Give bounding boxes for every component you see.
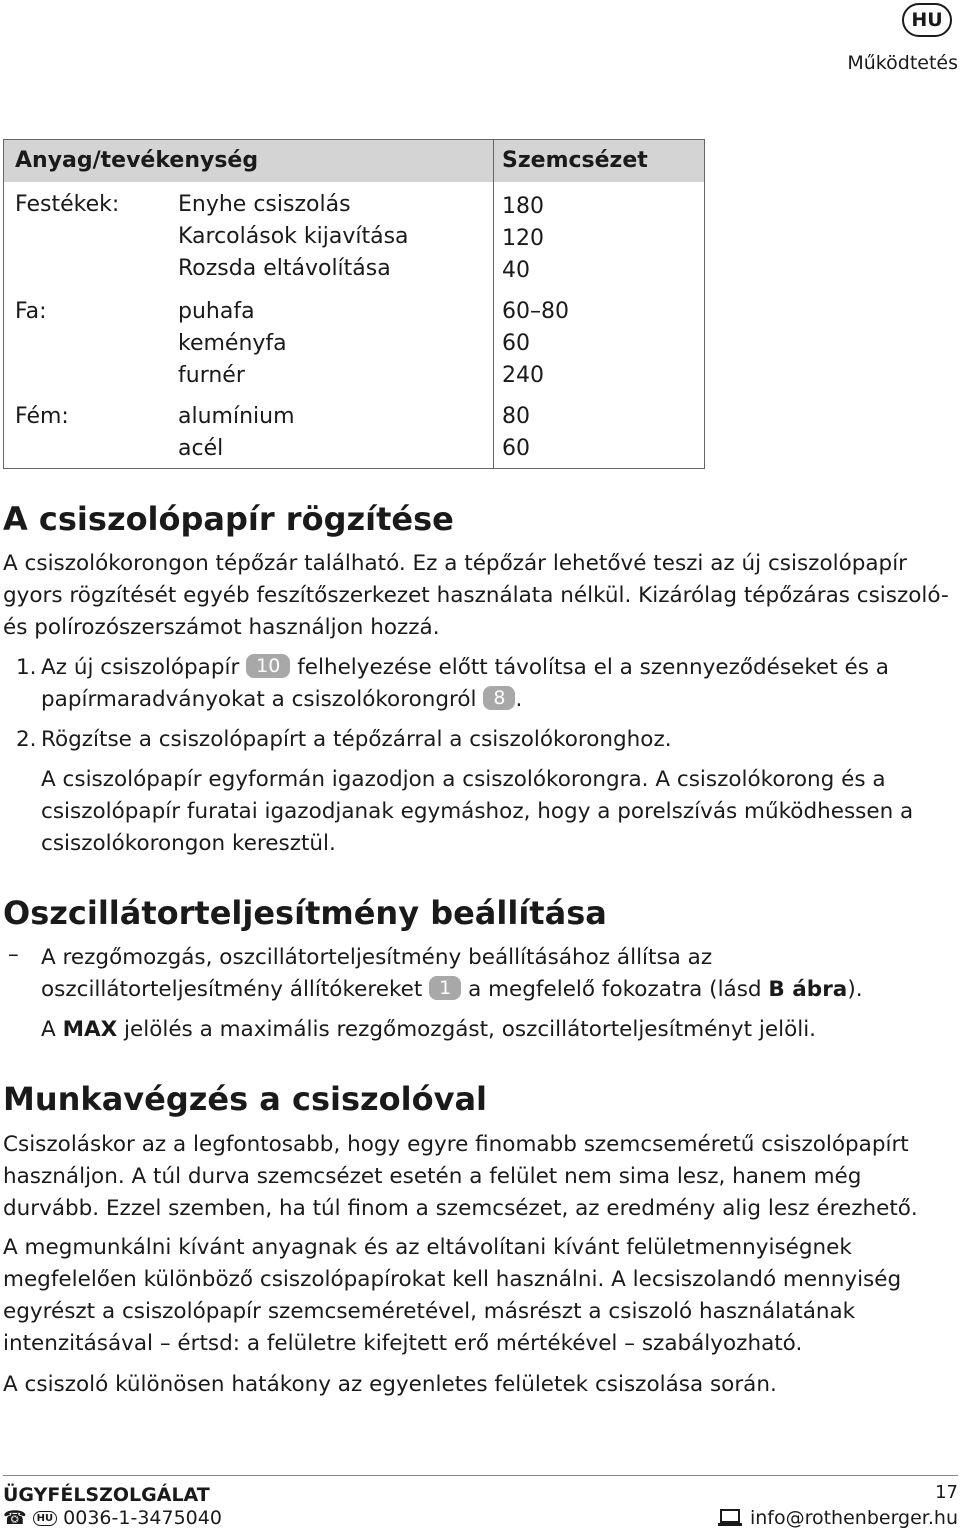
phone-number: 0036-1-3475040	[63, 1507, 222, 1529]
language-badge-text: HU	[911, 9, 943, 31]
grit-value: 60–80	[502, 299, 569, 324]
grit-value: 60	[502, 436, 530, 461]
step-text-part: .	[515, 687, 523, 712]
attach-intro: A csiszolókorongon tépőzár található. Ez a tépőzár lehetővé teszi az új csiszolópapír gyors rögzítését egyéb feszítőszerkezet használata nélkül. Kizárólag tépőzáras csiszoló- és polírozószerszámot használjon hozzá.	[3, 551, 949, 640]
grit-value: 240	[502, 363, 544, 388]
step-1	[16, 652, 956, 716]
row-item: acél	[178, 436, 224, 461]
language-badge	[902, 3, 952, 37]
row-item: Karcolások kijavítása	[178, 224, 409, 249]
step-number: 1.	[16, 655, 37, 680]
row-category: Fa:	[15, 299, 47, 324]
grit-value: 180	[502, 194, 544, 219]
grit-value: 80	[502, 404, 530, 429]
row-item: Enyhe csiszolás	[178, 192, 351, 217]
oscillation-note	[41, 1014, 956, 1046]
row-category: Fém:	[15, 404, 69, 429]
section-title-attach: A csiszolópapír rögzítése	[3, 500, 454, 538]
step-number: 2.	[16, 727, 37, 752]
grit-value: 40	[502, 258, 530, 283]
footer-divider	[3, 1475, 958, 1476]
row-item: Rozsda eltávolítása	[178, 256, 391, 281]
row-grits	[502, 191, 544, 287]
step-text: Rögzítse a csiszolópapírt a tépőzárral a csiszolókoronghoz.	[41, 727, 672, 752]
row-items	[178, 401, 295, 465]
section-title-working: Munkavégzés a csiszolóval	[3, 1080, 488, 1118]
step-text	[41, 652, 956, 716]
grit-table	[3, 139, 705, 469]
email-address: info@rothenberger.hu	[749, 1507, 958, 1529]
header-grit: Szemcsézet	[502, 148, 648, 173]
working-paragraph-1: Csiszoláskor az a legfontosabb, hogy egyre finomabb szemcseméretű csiszolópapírt használjon. A túl durva szemcsézet esetén a felület nem sima lesz, hanem még durvább. Ezzel szemben, ha túl finom a szemcsézet, az eredmény alig lesz érezhető.	[3, 1132, 918, 1221]
max-label: MAX	[62, 1017, 118, 1042]
reference-badge: 10	[246, 654, 290, 678]
footer-phone	[3, 1507, 222, 1529]
row-items	[178, 296, 287, 392]
step-note: A csiszolópapír egyformán igazodjon a csiszolókorongra. A csiszolókorong és a csiszolópapír furatai igazodjanak egymáshoz, hogy a porelszívás működhessen a csiszolókorongon keresztül.	[41, 767, 914, 856]
row-item: puhafa	[178, 299, 255, 324]
phone-icon: ☎	[3, 1507, 27, 1529]
table-divider	[493, 140, 494, 468]
footer-title: ÜGYFÉLSZOLGÁLAT	[3, 1484, 210, 1506]
row-grits	[502, 401, 530, 465]
row-item: furnér	[178, 363, 245, 388]
bullet-text-part: A rezgőmozgás, oszcillátorteljesítmény beállításához állítsa az oszcillátorteljesítmény állítókereket	[41, 945, 713, 1002]
reference-badge: 1	[429, 976, 461, 1000]
table-header	[4, 140, 704, 182]
note-text-part: jelölés a maximális rezgőmozgást, oszcillátorteljesítményt jelöli.	[124, 1017, 817, 1042]
laptop-icon	[718, 1509, 742, 1527]
step-2	[16, 724, 956, 860]
header-material: Anyag/tevékenység	[15, 148, 259, 173]
footer-email	[718, 1507, 958, 1529]
note-text-part: A	[41, 1017, 56, 1042]
row-grits	[502, 296, 569, 392]
oscillation-bullet	[41, 942, 956, 1006]
row-item: keményfa	[178, 331, 287, 356]
page-number: 17	[935, 1482, 958, 1503]
working-paragraph-2: A megmunkálni kívánt anyagnak és az eltávolítani kívánt felületmennyiségnek megfelelően különböző csiszolópapírokat kell használni. A lecsiszolandó mennyiség egyrészt a csiszolópapír szemcseméretével, másrészt a csiszoló használatának intenzitásával – értsd: a felületre kifejtett erő mértékével – szabályozható.	[3, 1235, 902, 1356]
bullet-dash: –	[8, 942, 19, 967]
grit-value: 120	[502, 226, 544, 251]
grit-value: 60	[502, 331, 530, 356]
figure-ref: B ábra	[768, 977, 848, 1002]
step-text-part: felhelyezése előtt távolítsa el a szennyeződéseket és a papírmaradványokat a csiszolókorongról	[41, 655, 889, 712]
row-category: Festékek:	[15, 192, 120, 217]
row-items	[178, 189, 409, 285]
row-item: alumínium	[178, 404, 295, 429]
section-label: Működtetés	[847, 52, 958, 74]
bullet-text-part: a megfelelő fokozatra (lásd	[468, 977, 762, 1002]
section-title-oscillation: Oszcillátorteljesítmény beállítása	[3, 894, 607, 932]
bullet-text-part: ).	[847, 977, 863, 1002]
reference-badge: 8	[483, 686, 515, 710]
working-paragraph-3: A csiszoló különösen hatákony az egyenletes felületek csiszolása során.	[3, 1372, 777, 1397]
phone-country-badge: HU	[33, 1511, 58, 1526]
step-text-part: Az új csiszolópapír	[41, 655, 240, 680]
